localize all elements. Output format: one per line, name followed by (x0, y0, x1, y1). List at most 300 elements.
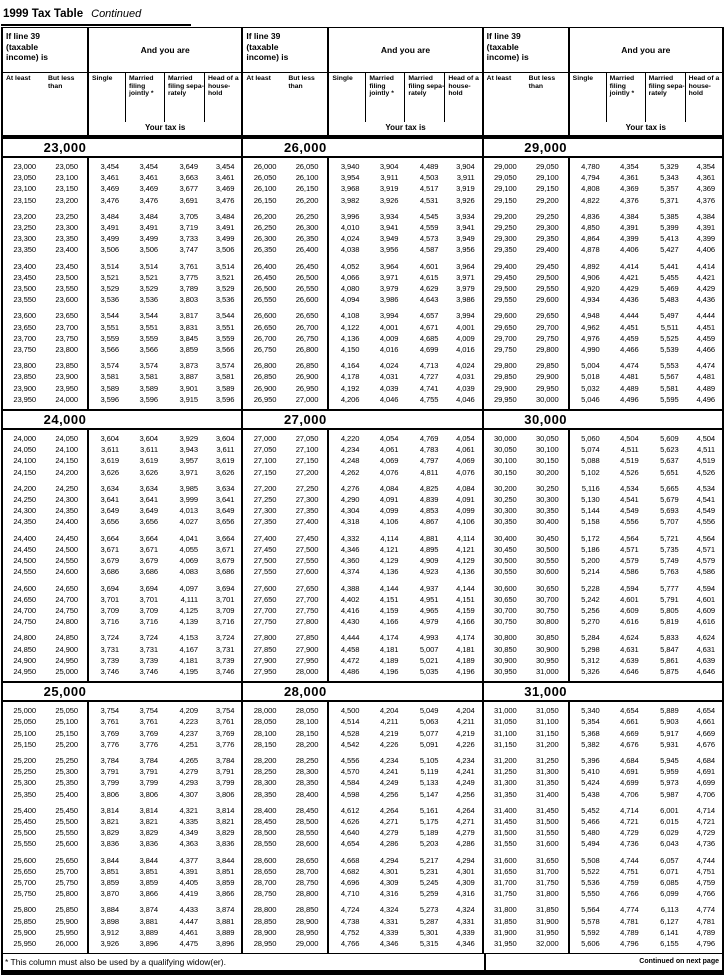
cell-at-least: 24,450 (13, 544, 36, 554)
cell-but-less-than: 25,450 (55, 805, 78, 815)
cell-married-filing-jointly: 3,626 (139, 467, 158, 477)
section-heading-label: 24,000 (43, 412, 87, 428)
cell-married-filing-jointly: 4,549 (620, 506, 639, 516)
cell-married-filing-separately: 5,371 (660, 195, 679, 205)
table-row (3, 827, 241, 838)
cell-but-less-than: 24,100 (55, 445, 78, 455)
cell-married-filing-jointly: 3,686 (139, 567, 158, 577)
cell-but-less-than: 25,600 (55, 839, 78, 849)
cell-married-filing-jointly: 4,189 (379, 655, 399, 665)
cell-single: 4,920 (581, 284, 600, 294)
cell-but-less-than: 29,700 (536, 322, 559, 332)
cell-married-filing-jointly: 3,926 (379, 195, 399, 205)
table-row (243, 827, 481, 838)
cell-married-filing-separately: 5,917 (660, 728, 679, 738)
cell-but-less-than: 30,400 (536, 517, 559, 527)
cell-married-filing-jointly: 4,369 (620, 184, 639, 194)
cell-head-of-household: 4,669 (696, 728, 715, 738)
cell-married-filing-separately: 6,001 (660, 805, 679, 815)
table-row (484, 594, 722, 605)
cell-head-of-household: 4,661 (696, 717, 715, 727)
cell-single: 4,878 (581, 245, 600, 255)
cell-but-less-than: 29,650 (536, 311, 559, 321)
cell-head-of-household: 4,249 (456, 778, 475, 788)
cell-at-least: 24,350 (13, 517, 36, 527)
cell-head-of-household: 3,551 (215, 322, 235, 332)
document-subtitle: Continued (91, 8, 142, 20)
section-body (484, 158, 722, 409)
cell-married-filing-separately: 3,915 (179, 394, 198, 404)
cell-married-filing-jointly: 3,829 (139, 828, 158, 838)
cell-married-filing-separately: 5,637 (660, 456, 679, 466)
cell-at-least: 24,000 (13, 434, 36, 444)
cell-married-filing-separately: 4,349 (179, 828, 198, 838)
cell-head-of-household: 3,784 (215, 755, 235, 765)
cell-but-less-than: 26,250 (295, 211, 319, 221)
cell-but-less-than: 28,650 (295, 855, 319, 865)
cell-married-filing-separately: 4,489 (419, 162, 439, 171)
cell-at-least: 27,550 (253, 567, 277, 577)
cell-head-of-household: 3,761 (215, 717, 235, 727)
cell-head-of-household: 4,789 (696, 927, 715, 937)
cell-at-least: 27,000 (253, 434, 277, 444)
table-row (243, 877, 481, 888)
cell-at-least: 23,700 (13, 333, 36, 343)
column-header-at-least: At least (486, 75, 512, 82)
cell-head-of-household: 4,069 (456, 456, 475, 466)
table-row (3, 855, 241, 866)
cell-single: 5,004 (581, 361, 600, 371)
cell-at-least: 27,450 (253, 544, 277, 554)
cell-head-of-household: 4,601 (696, 594, 715, 604)
cell-head-of-household: 3,806 (215, 789, 235, 799)
and-you-are-label: And you are (621, 45, 671, 55)
cell-at-least: 23,650 (13, 322, 36, 332)
section-body (3, 430, 241, 681)
table-row (484, 888, 722, 899)
cell-married-filing-jointly: 4,684 (620, 755, 639, 765)
cell-married-filing-separately: 4,797 (419, 456, 439, 466)
cell-head-of-household: 3,581 (215, 372, 235, 382)
income-range-label: If line 39 (taxable income) is (3, 28, 89, 72)
cell-head-of-household: 4,151 (456, 594, 475, 604)
cell-head-of-household: 4,474 (696, 361, 715, 371)
cell-but-less-than: 25,250 (55, 755, 78, 765)
cell-but-less-than: 26,300 (295, 223, 319, 233)
cell-married-filing-separately: 6,141 (660, 927, 679, 937)
cell-single: 4,178 (340, 372, 360, 382)
table-row (3, 183, 241, 194)
cell-single: 4,682 (340, 866, 360, 876)
cell-married-filing-separately: 5,091 (419, 739, 439, 749)
cell-head-of-household: 4,744 (696, 855, 715, 865)
cell-single: 4,332 (340, 533, 360, 543)
table-row (243, 739, 481, 750)
table-row (3, 344, 241, 355)
cell-married-filing-separately: 3,859 (179, 345, 198, 355)
cell-married-filing-separately: 4,461 (179, 927, 198, 937)
cell-married-filing-separately: 4,601 (419, 261, 439, 271)
cell-married-filing-jointly: 4,616 (620, 617, 639, 627)
cell-single: 5,564 (581, 905, 600, 915)
table-row (484, 655, 722, 666)
cell-married-filing-jointly: 3,896 (139, 938, 158, 948)
cell-at-least: 29,550 (494, 295, 517, 305)
cell-married-filing-jointly: 3,484 (139, 211, 158, 221)
table-row (484, 705, 722, 716)
cell-but-less-than: 31,050 (536, 706, 559, 716)
cell-married-filing-jointly: 4,226 (379, 739, 399, 749)
cell-at-least: 30,300 (494, 506, 517, 516)
table-row (3, 816, 241, 827)
table-row (3, 294, 241, 305)
cell-but-less-than: 30,100 (536, 445, 559, 455)
cell-but-less-than: 31,850 (536, 905, 559, 915)
cell-single: 5,172 (581, 533, 600, 543)
cell-married-filing-separately: 5,147 (419, 789, 439, 799)
table-row (243, 233, 481, 244)
cell-married-filing-separately: 3,803 (179, 295, 198, 305)
cell-married-filing-separately: 4,685 (419, 333, 439, 343)
cell-at-least: 31,150 (494, 739, 517, 749)
column-header-head-of-household: Head of a house- hold (444, 73, 481, 122)
cell-at-least: 30,600 (494, 583, 517, 593)
cell-married-filing-jointly: 4,084 (379, 483, 399, 493)
cell-at-least: 28,400 (253, 805, 277, 815)
cell-but-less-than: 30,650 (536, 583, 559, 593)
cell-at-least: 30,200 (494, 483, 517, 493)
cell-married-filing-separately: 5,707 (660, 517, 679, 527)
cell-head-of-household: 3,664 (215, 533, 235, 543)
cell-head-of-household: 4,436 (696, 295, 715, 305)
cell-head-of-household: 4,714 (696, 805, 715, 815)
cell-married-filing-separately: 4,097 (179, 583, 198, 593)
cell-head-of-household: 3,559 (215, 333, 235, 343)
cell-at-least: 28,350 (253, 789, 277, 799)
cell-married-filing-separately: 5,805 (660, 605, 679, 615)
cell-but-less-than: 28,200 (295, 739, 319, 749)
table-row (243, 904, 481, 915)
cell-head-of-household: 4,616 (696, 617, 715, 627)
cell-but-less-than: 26,050 (295, 162, 319, 171)
cell-married-filing-jointly: 4,204 (379, 706, 399, 716)
cell-at-least: 27,350 (253, 517, 277, 527)
cell-single: 3,814 (100, 805, 119, 815)
income-range-label: If line 39 (taxable income) is (243, 28, 329, 72)
cell-head-of-household: 3,859 (215, 877, 235, 887)
cell-head-of-household: 4,504 (696, 434, 715, 444)
cell-married-filing-jointly: 4,676 (620, 739, 639, 749)
cell-but-less-than: 24,900 (55, 644, 78, 654)
table-row (243, 161, 481, 172)
cell-married-filing-separately: 5,455 (660, 272, 679, 282)
cell-married-filing-separately: 5,973 (660, 778, 679, 788)
cell-but-less-than: 27,200 (295, 467, 319, 477)
cell-married-filing-jointly: 3,461 (139, 173, 158, 183)
table-row (484, 739, 722, 750)
cell-head-of-household: 4,391 (696, 223, 715, 233)
cell-at-least: 31,950 (494, 938, 517, 948)
cell-married-filing-jointly: 3,919 (379, 184, 399, 194)
cell-but-less-than: 23,400 (55, 245, 78, 255)
cell-but-less-than: 31,000 (536, 666, 559, 676)
cell-single: 4,052 (340, 261, 360, 271)
cell-married-filing-jointly: 4,429 (620, 284, 639, 294)
cell-married-filing-jointly: 3,491 (139, 223, 158, 233)
cell-single: 5,452 (581, 805, 600, 815)
cell-but-less-than: 27,750 (295, 605, 319, 615)
cell-at-least: 31,300 (494, 778, 517, 788)
table-row (3, 728, 241, 739)
cell-married-filing-separately: 5,847 (660, 644, 679, 654)
cell-but-less-than: 23,050 (55, 162, 78, 171)
table-row (3, 739, 241, 750)
cell-head-of-household: 3,896 (215, 938, 235, 948)
cell-head-of-household: 3,881 (215, 916, 235, 926)
cell-married-filing-separately: 3,929 (179, 434, 198, 444)
table-row (3, 195, 241, 206)
cell-married-filing-separately: 5,161 (419, 805, 439, 815)
cell-single: 3,716 (100, 617, 119, 627)
cell-single: 3,694 (100, 583, 119, 593)
table-row (484, 283, 722, 294)
cell-but-less-than: 28,700 (295, 866, 319, 876)
cell-married-filing-separately: 5,875 (660, 666, 679, 676)
cell-head-of-household: 3,821 (215, 816, 235, 826)
cell-head-of-household: 3,461 (215, 173, 235, 183)
cell-married-filing-separately: 4,209 (179, 706, 198, 716)
cell-at-least: 23,600 (13, 311, 36, 321)
tax-table-panel (482, 28, 722, 953)
cell-married-filing-separately: 5,189 (419, 828, 439, 838)
cell-at-least: 31,850 (494, 916, 517, 926)
cell-but-less-than: 29,250 (536, 211, 559, 221)
section-heading (484, 409, 722, 430)
section-heading (484, 137, 722, 158)
cell-married-filing-jointly: 4,789 (620, 927, 639, 937)
cell-but-less-than: 24,650 (55, 583, 78, 593)
cell-head-of-household: 4,766 (696, 889, 715, 899)
cell-married-filing-separately: 6,085 (660, 877, 679, 887)
cell-head-of-household: 3,874 (215, 905, 235, 915)
header-spacer (243, 122, 329, 135)
cell-head-of-household: 3,694 (215, 583, 235, 593)
qualifying-widow-footnote: * This column must also be used by a qualifying widow(er). (3, 954, 486, 970)
cell-married-filing-jointly: 4,151 (379, 594, 399, 604)
column-header-at-least: At least (246, 75, 271, 82)
cell-married-filing-separately: 6,127 (660, 916, 679, 926)
table-row (3, 467, 241, 478)
cell-married-filing-separately: 4,895 (419, 544, 439, 554)
cell-but-less-than: 26,350 (295, 234, 319, 244)
cell-married-filing-jointly: 4,706 (620, 789, 639, 799)
cell-but-less-than: 23,900 (55, 372, 78, 382)
cell-but-less-than: 28,400 (295, 789, 319, 799)
cell-married-filing-separately: 4,951 (419, 594, 439, 604)
cell-but-less-than: 30,000 (536, 394, 559, 404)
cell-single: 3,634 (100, 483, 119, 493)
cell-at-least: 25,750 (13, 889, 36, 899)
cell-at-least: 24,200 (13, 483, 36, 493)
cell-head-of-household: 4,181 (456, 644, 475, 654)
cell-at-least: 24,500 (13, 556, 36, 566)
cell-married-filing-separately: 3,747 (179, 245, 198, 255)
cell-head-of-household: 4,016 (456, 345, 475, 355)
cell-married-filing-jointly: 4,466 (620, 345, 639, 355)
cell-but-less-than: 30,450 (536, 533, 559, 543)
cell-but-less-than: 27,450 (295, 533, 319, 543)
cell-married-filing-jointly: 3,964 (379, 261, 399, 271)
cell-married-filing-jointly: 4,384 (620, 211, 639, 221)
cell-married-filing-jointly: 3,716 (139, 617, 158, 627)
cell-married-filing-separately: 5,749 (660, 556, 679, 566)
cell-married-filing-separately: 3,957 (179, 456, 198, 466)
cell-but-less-than: 31,800 (536, 889, 559, 899)
cell-single: 5,312 (581, 655, 600, 665)
cell-married-filing-jointly: 4,249 (379, 778, 399, 788)
cell-married-filing-separately: 5,315 (419, 938, 439, 948)
cell-single: 4,318 (340, 517, 360, 527)
cell-but-less-than: 24,800 (55, 617, 78, 627)
cell-but-less-than: 24,150 (55, 456, 78, 466)
table-row (3, 755, 241, 766)
table-row (484, 904, 722, 915)
table-row (3, 444, 241, 455)
cell-single: 5,214 (581, 567, 600, 577)
cell-head-of-household: 4,219 (456, 728, 475, 738)
cell-single: 4,738 (340, 916, 360, 926)
cell-married-filing-separately: 4,979 (419, 617, 439, 627)
cell-head-of-household: 3,994 (456, 311, 475, 321)
cell-single: 4,206 (340, 394, 360, 404)
cell-single: 3,926 (100, 938, 119, 948)
cell-single: 4,164 (340, 361, 360, 371)
cell-at-least: 27,100 (253, 456, 277, 466)
cell-married-filing-separately: 4,391 (179, 866, 198, 876)
table-row (243, 555, 481, 566)
table-row (484, 927, 722, 938)
cell-married-filing-jointly: 3,904 (379, 162, 399, 171)
table-row (484, 632, 722, 643)
cell-at-least: 25,600 (13, 855, 36, 865)
cell-married-filing-separately: 4,433 (179, 905, 198, 915)
cell-at-least: 27,600 (253, 583, 277, 593)
cell-married-filing-separately: 3,663 (179, 173, 198, 183)
cell-single: 4,556 (340, 755, 360, 765)
cell-head-of-household: 3,791 (215, 767, 235, 777)
cell-married-filing-separately: 3,999 (179, 495, 198, 505)
cell-but-less-than: 23,950 (55, 383, 78, 393)
table-row (484, 605, 722, 616)
cell-head-of-household: 3,656 (215, 517, 235, 527)
cell-head-of-household: 4,121 (456, 544, 475, 554)
table-row (243, 222, 481, 233)
section-heading (484, 681, 722, 702)
cell-married-filing-jointly: 4,781 (620, 916, 639, 926)
cell-but-less-than: 30,550 (536, 556, 559, 566)
cell-married-filing-separately: 4,363 (179, 839, 198, 849)
table-row (243, 183, 481, 194)
cell-married-filing-jointly: 3,544 (139, 311, 158, 321)
cell-single: 3,514 (100, 261, 119, 271)
cell-married-filing-separately: 5,399 (660, 223, 679, 233)
cell-head-of-household: 4,594 (696, 583, 715, 593)
cell-married-filing-separately: 4,083 (179, 567, 198, 577)
cell-married-filing-jointly: 4,009 (379, 333, 399, 343)
table-row (3, 616, 241, 627)
cell-married-filing-separately: 6,057 (660, 855, 679, 865)
cell-at-least: 23,400 (13, 261, 36, 271)
cell-single: 4,108 (340, 311, 360, 321)
table-row (3, 222, 241, 233)
cell-single: 4,948 (581, 311, 600, 321)
cell-at-least: 30,100 (494, 456, 517, 466)
cell-single: 5,060 (581, 434, 600, 444)
cell-married-filing-separately: 3,943 (179, 445, 198, 455)
cell-head-of-household: 4,676 (696, 739, 715, 749)
cell-married-filing-separately: 4,965 (419, 605, 439, 615)
table-row (484, 533, 722, 544)
cell-head-of-household: 3,799 (215, 778, 235, 788)
cell-single: 3,491 (100, 223, 119, 233)
cell-single: 3,454 (100, 162, 119, 171)
table-row (243, 272, 481, 283)
cell-head-of-household: 4,556 (696, 517, 715, 527)
cell-but-less-than: 25,200 (55, 739, 78, 749)
cell-married-filing-separately: 5,441 (660, 261, 679, 271)
cell-married-filing-separately: 3,845 (179, 333, 198, 343)
cell-single: 4,066 (340, 272, 360, 282)
table-row (3, 927, 241, 938)
cell-married-filing-jointly: 4,219 (379, 728, 399, 738)
table-row (243, 888, 481, 899)
cell-head-of-household: 4,039 (456, 383, 475, 393)
cell-married-filing-separately: 6,113 (660, 905, 679, 915)
table-row (3, 494, 241, 505)
cell-at-least: 30,650 (494, 594, 517, 604)
section-heading-label: 26,000 (283, 140, 327, 155)
cell-married-filing-separately: 4,041 (179, 533, 198, 543)
cell-at-least: 25,700 (13, 877, 36, 887)
cell-head-of-household: 4,586 (696, 567, 715, 577)
table-row (484, 583, 722, 594)
table-row (484, 666, 722, 677)
cell-married-filing-jointly: 4,279 (379, 828, 399, 838)
cell-married-filing-separately: 5,021 (419, 655, 439, 665)
table-row (484, 505, 722, 516)
cell-married-filing-separately: 5,133 (419, 778, 439, 788)
table-row (3, 533, 241, 544)
cell-married-filing-jointly: 3,536 (139, 295, 158, 305)
cell-but-less-than: 25,700 (55, 866, 78, 876)
cell-at-least: 30,400 (494, 533, 517, 543)
cell-single: 4,416 (340, 605, 360, 615)
cell-single: 4,766 (340, 938, 360, 948)
cell-single: 4,402 (340, 594, 360, 604)
cell-head-of-household: 4,084 (456, 483, 475, 493)
cell-but-less-than: 23,350 (55, 234, 78, 244)
cell-single: 4,542 (340, 739, 360, 749)
income-tax-divider (327, 702, 329, 953)
table-row (3, 505, 241, 516)
cell-married-filing-jointly: 4,526 (620, 467, 639, 477)
cell-single: 4,696 (340, 877, 360, 887)
cell-head-of-household: 4,774 (696, 905, 715, 915)
cell-single: 3,484 (100, 211, 119, 221)
cell-at-least: 24,900 (13, 655, 36, 665)
cell-married-filing-jointly: 4,564 (620, 533, 639, 543)
cell-but-less-than: 26,900 (295, 372, 319, 382)
